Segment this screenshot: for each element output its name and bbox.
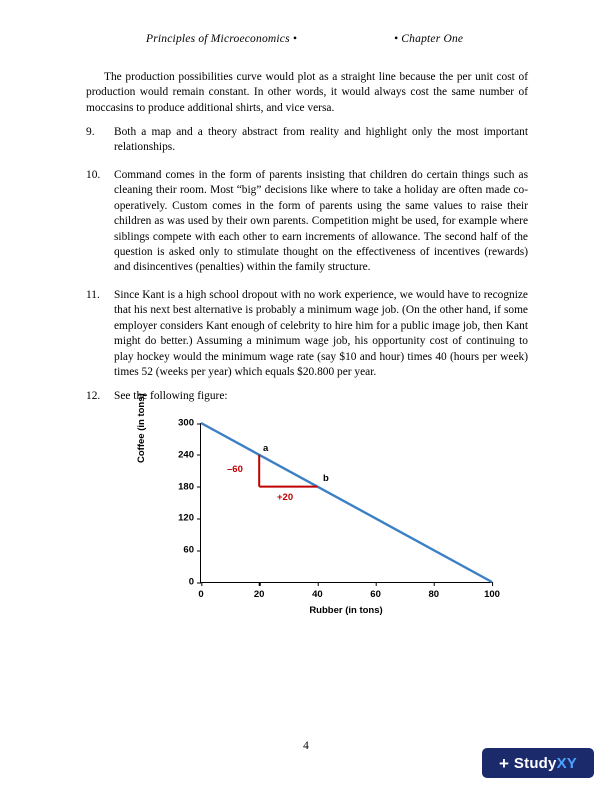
point-label-a: a <box>263 443 269 454</box>
chart-y-tick-60: 60 <box>183 545 201 556</box>
list-item-9-text: Both a map and a theory abstract from reality and highlight only the most important relationships. <box>114 126 528 154</box>
list-item-11-text: Since Kant is a high school dropout with no work experience, we would have to recognize that his next best alternative is probably a minimum wage job. (On the other hand, if some employer considers Kant enough of celebrity to hire him for a public image job, then Kant might do better.) Assuming a minimum wage job, his opportunity cost of continuing to play hockey would the minimum wage rate (say $10 and hour) times 40 (hours per week) times 52 (weeks per year) which equals $20.800 per year. <box>114 289 528 379</box>
chart-y-tick-300: 300 <box>178 418 201 429</box>
intro-paragraph: The production possibilities curve would plot as a straight line because the per unit cost of production would remain constant. In other words, it would always cost the same number of moccasins to produce additional shirts, and vice versa. <box>86 71 528 114</box>
watermark-text <box>514 755 577 772</box>
studyxy-watermark <box>482 748 594 778</box>
chart-series-svg <box>201 423 492 582</box>
chart-plot-area <box>178 417 500 600</box>
watermark-accent: XY <box>556 754 578 772</box>
ppc-curve <box>201 423 492 582</box>
chart-x-tick-60: 60 <box>370 582 381 600</box>
chart-y-tick-240: 240 <box>178 449 201 460</box>
chart-y-tick-180: 180 <box>178 481 201 492</box>
list-item-11 <box>86 288 528 380</box>
list-item-12-text: See the following figure: <box>114 390 228 402</box>
header-right-text: • Chapter One <box>394 33 464 45</box>
chart-x-axis-label: Rubber (in tons) <box>309 605 383 616</box>
chart-y-tick-0: 0 <box>189 577 201 588</box>
header-left-text: Principles of Microeconomics • <box>146 33 298 45</box>
chart-y-axis-label: Coffee (in tons) <box>136 393 147 463</box>
chart-x-tick-20: 20 <box>254 582 265 600</box>
annotation-minus-60: –60 <box>227 464 243 475</box>
chart-x-tick-0: 0 <box>198 582 203 600</box>
watermark-name: Study <box>513 754 557 772</box>
list-item-9 <box>86 125 528 156</box>
list-item-9-number: 9. <box>86 126 95 138</box>
chart-y-tick-120: 120 <box>178 513 201 524</box>
list-item-12-number: 12. <box>86 390 101 402</box>
plus-icon: + <box>498 753 509 773</box>
list-item-10 <box>86 168 528 276</box>
annotation-plus-20: +20 <box>277 492 294 503</box>
list-item-10-number: 10. <box>86 169 101 181</box>
chart-x-tick-80: 80 <box>429 582 440 600</box>
chart-x-tick-40: 40 <box>312 582 323 600</box>
list-item-10-text: Command comes in the form of parents insisting that children do certain things such as cleaning their room. Most “big” decisions like where to take a holiday are often made co-operatively. Custom comes in the form of parents using the same values to raise their children as was used by their own parents. Competition might be used, for example where siblings compete with each other to earn increments of allowance. The second half of the question is asked only to stimulate thought on the effectiveness of incentives (rewards) and disincentives (penalties) within the family structure. <box>114 169 528 274</box>
chart-x-tick-100: 100 <box>484 582 500 600</box>
list-item-11-number: 11. <box>86 289 100 301</box>
list-item-12 <box>86 390 528 402</box>
point-label-b: b <box>323 473 329 484</box>
page-number: 4 <box>303 740 309 752</box>
